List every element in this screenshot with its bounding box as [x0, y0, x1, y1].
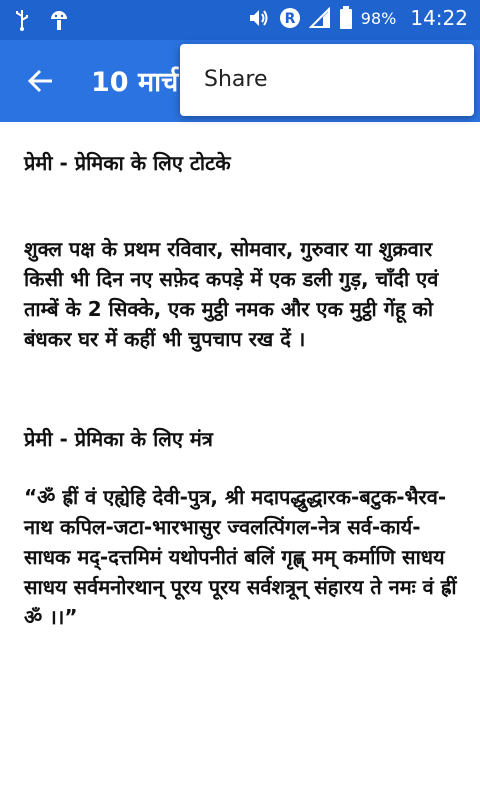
battery-percent: 98%	[360, 8, 397, 28]
clock: 14:22	[410, 6, 468, 30]
overflow-menu	[180, 44, 474, 116]
usb-icon	[14, 8, 30, 32]
volume-icon	[247, 6, 271, 30]
section-heading-totke: प्रेमी - प्रेमिका के लिए टोटके	[24, 151, 231, 175]
battery-icon	[339, 6, 353, 30]
svg-text:R: R	[284, 11, 296, 27]
signal-icon	[309, 7, 331, 29]
status-right-icons	[247, 6, 468, 30]
section-heading-mantra: प्रेमी - प्रेमिका के लिए मंत्र	[24, 427, 213, 451]
article-content	[24, 148, 464, 632]
roaming-r-icon	[279, 7, 301, 29]
status-left-icons	[14, 8, 70, 32]
back-arrow-icon	[26, 66, 56, 96]
section-body-totke: शुक्ल पक्ष के प्रथम रविवार, सोमवार, गुरुवार या शुक्रवार किसी भी दिन नए सफ़ेद कपड़े में एक डली गुड़, चाँदी एवं ताम्बें के 2 सिक्के, एक मुट्ठी नमक और एक मुट्ठी गेंहू को बंधकर घर में कहीं भी चुपचाप रख दें ।	[24, 237, 439, 351]
page-title: 10 मार्च	[91, 67, 179, 98]
status-bar	[0, 0, 480, 40]
android-debug-icon	[48, 8, 70, 32]
back-button[interactable]	[26, 66, 56, 96]
section-body-mantra: “ॐ ह्रीं वं एह्येहि देवी-पुत्र, श्री मदापद्धुद्धारक-बटुक-भैरव-नाथ कपिल-जटा-भारभासुर ज्वलत्पिंगल-नेत्र सर्व-कार्य-साधक मद्-दत्तमिमं यथोपनीतं बलिं गृह्ण् मम् कर्माणि साधय साधय सर्वमनोरथान् पूरय पूरय सर्वशत्रून् संहारय ते नमः वं ह्रीं ॐ ।।”	[24, 485, 457, 629]
share-menu-item[interactable]: Share	[204, 67, 268, 92]
